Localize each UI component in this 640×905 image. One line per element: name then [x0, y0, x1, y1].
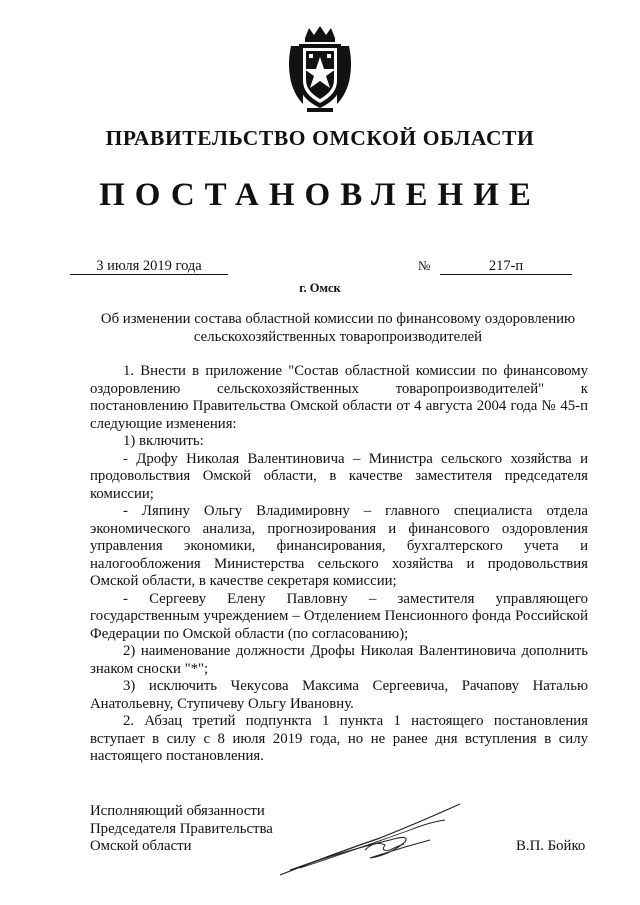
signatory-line: Омской области: [90, 838, 192, 854]
signatory-name: В.П. Бойко: [516, 838, 586, 854]
number-label: №: [418, 258, 431, 273]
paragraph: - Сергееву Елену Павловну – заместителя управляющего государственным учреждением – Отделением Пенсионного фонда Российской Федерации по Омской области (по согласованию);: [90, 590, 588, 642]
signatory-position: [90, 803, 273, 856]
paragraph: 2. Абзац третий подпункта 1 пункта 1 настоящего постановления вступает в силу с 8 июля 2019 года, но не ранее дня вступления в силу настоящего постановления.: [90, 713, 588, 764]
document-type-title: ПОСТАНОВЛЕНИЕ: [99, 177, 541, 213]
paragraph: 2) наименование должности Дрофы Николая Валентиновича дополнить знаком сноски "*";: [90, 643, 588, 677]
paragraph: 3) исключить Чекусова Максима Сергеевича, Рачапову Наталью Анатольевну, Ступичеву Ольгу Ивановну.: [90, 678, 588, 712]
paragraph: - Ляпину Ольгу Владимировну – главного специалиста отдела экономического анализа, прогнозирования и финансового оздоровления управления экономики, финансирования, бухгалтерского учета и налогообложения Министерства сельского хозяйства и продовольствия Омской области, в качестве секретаря комиссии;: [90, 503, 588, 589]
document-body: [90, 363, 588, 766]
paragraph: 1) включить:: [123, 433, 204, 449]
paragraph: 1. Внести в приложение "Состав областной комиссии по финансовому оздоровлению сельскохозяйственных товаропроизводителей" к постановлению Правительства Омской области от 4 августа 2004 года № 45-п следующие изменения:: [90, 363, 588, 432]
organization-title: ПРАВИТЕЛЬСТВО ОМСКОЙ ОБЛАСТИ: [105, 126, 535, 150]
signatory-line: Исполняющий обязанности: [90, 803, 265, 819]
handwritten-signature: [270, 800, 470, 880]
city: г. Омск: [299, 281, 341, 295]
document-date: 3 июля 2019 года: [70, 258, 228, 275]
document-subject: Об изменении состава областной комиссии по финансовому оздоровлению сельскохозяйственных товаропроизводителей: [100, 311, 576, 345]
signatory-line: Председателя Правительства: [90, 820, 273, 837]
paragraph: - Дрофу Николая Валентиновича – Министра сельского хозяйства и продовольствия Омской области, в качестве заместителя председателя комиссии;: [90, 450, 588, 502]
coat-of-arms-emblem: [287, 24, 353, 114]
document-number: 217-п: [440, 258, 572, 275]
